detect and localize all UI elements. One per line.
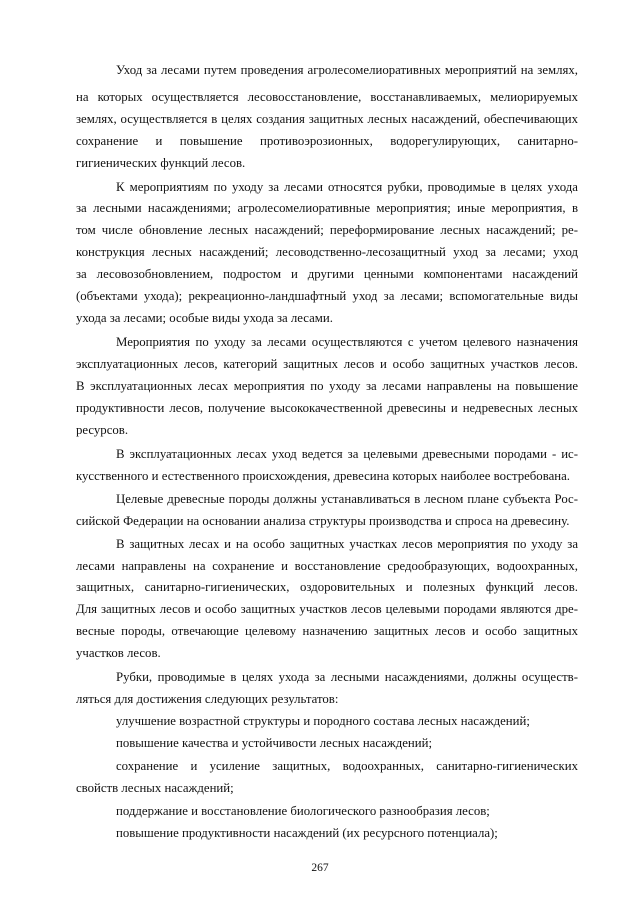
text-line: ухода за лесами; особые виды ухода за лесами. <box>76 311 333 325</box>
text-line: ресурсов. <box>76 423 129 437</box>
list-item: улучшение возрастной структуры и породного состава лесных насаждений; <box>116 714 530 728</box>
text-line: защитных, санитарно-гигиенических, оздоровительных и полезных функций лесов. <box>76 580 578 594</box>
text-line: К мероприятиям по уходу за лесами относятся рубки, проводимые в целях ухода <box>116 180 578 194</box>
text-line: гигиенических функций лесов. <box>76 156 246 170</box>
text-line: сохранение и повышение противоэрозионных, водорегулирующих, санитарно- <box>76 134 578 148</box>
text-line: В защитных лесах и на особо защитных участках лесов мероприятия по уходу за <box>116 537 578 551</box>
page-number: 267 <box>311 862 329 874</box>
list-item-continuation: свойств лесных насаждений; <box>76 781 234 795</box>
text-line: на которых осуществляется лесовосстановление, восстанавливаемых, мелиорируемых <box>76 90 578 104</box>
text-line: Уход за лесами путем проведения агролесомелиоративных мероприятий на землях, <box>116 63 578 77</box>
text-line: Целевые древесные породы должны устанавливаться в лесном плане субъекта Рос- <box>116 492 578 506</box>
text-line: лесами направлены на сохранение и восстановление средообразующих, водоохранных, <box>76 559 578 573</box>
text-line: Мероприятия по уходу за лесами осуществляются с учетом целевого назначения <box>116 335 578 349</box>
text-line: весные породы, отвечающие целевому назначению защитных лесов и особо защитных <box>76 624 578 638</box>
text-line: Рубки, проводимые в целях ухода за лесными насаждениями, должны осуществ- <box>116 670 578 684</box>
text-line: (объектами ухода); рекреационно-ландшафтный уход за лесами; вспомогательные виды <box>76 289 578 303</box>
list-item: поддержание и восстановление биологического разнообразия лесов; <box>116 804 490 818</box>
list-item: повышение качества и устойчивости лесных насаждений; <box>116 736 433 750</box>
text-line: за лесными насаждениями; агролесомелиоративные мероприятия; иные мероприятия, в <box>76 201 578 215</box>
text-line: землях, осуществляется в целях создания защитных лесных насаждений, обеспечивающих <box>76 112 578 126</box>
text-line: участков лесов. <box>76 646 161 660</box>
text-line: В эксплуатационных лесах уход ведется за целевыми древесными породами - ис- <box>116 447 578 461</box>
text-line: за лесовозобновлением, подростом и другими ценными компонентами насаждений <box>76 267 578 281</box>
text-line: сийской Федерации на основании анализа структуры производства и спроса на древесину. <box>76 514 570 528</box>
text-line: конструкция лесных насаждений; лесоводственно-лесозащитный уход за лесами; уход <box>76 245 578 259</box>
text-line: ляться для достижения следующих результатов: <box>76 692 339 706</box>
text-line: том числе обновление лесных насаждений; переформирование лесных насаждений; ре- <box>76 223 578 237</box>
text-line: продуктивности лесов, получение высококачественной древесины и недревесных лесных <box>76 401 578 415</box>
text-line: Для защитных лесов и особо защитных участков лесов целевыми породами являются дре- <box>76 602 578 616</box>
text-line: кусственного и естественного происхождения, древесина которых наиболее востребована. <box>76 469 570 483</box>
list-item: сохранение и усиление защитных, водоохранных, санитарно-гигиенических <box>116 759 578 773</box>
text-line: эксплуатационных лесов, категорий защитных лесов и особо защитных участков лесов. <box>76 357 578 371</box>
text-line: В эксплуатационных лесах мероприятия по уходу за лесами направлены на повышение <box>76 379 578 393</box>
list-item: повышение продуктивности насаждений (их ресурсного потенциала); <box>116 826 498 840</box>
